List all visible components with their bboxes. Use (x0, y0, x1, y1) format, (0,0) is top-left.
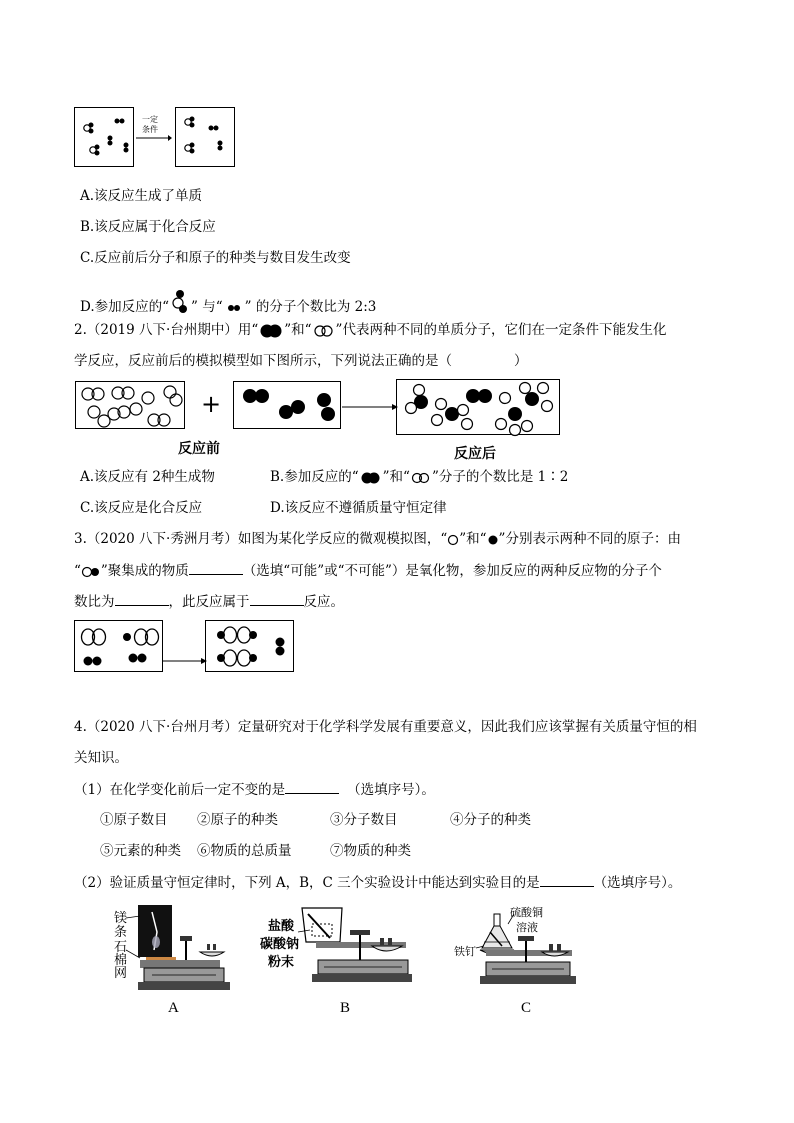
q1-before-molecules (75, 108, 135, 168)
fig-b-label-2: 碳酸钠 (260, 937, 300, 952)
q2-option-a: A.该反应有 2种生成物 (80, 469, 215, 485)
q1-arrow-label-top: 一定 (142, 115, 158, 124)
q2-option-b-mid: ”和“ (382, 469, 410, 485)
q1-option-b: B.该反应属于化合反应 (80, 219, 216, 235)
q3-blank-1[interactable] (189, 560, 243, 575)
q1-option-c: C.反应前后分子和原子的种类与数目发生改变 (80, 250, 351, 266)
q4-item-2: ②原子的种类 (197, 812, 278, 828)
black-pair-molecule-icon (359, 471, 383, 485)
q3-stem-line1-mid: ”和“ (459, 531, 487, 547)
q2-middle-molecules (234, 382, 342, 430)
q4-item-7: ⑦物质的种类 (330, 843, 411, 859)
fig-a-label-3: 石 (114, 939, 128, 954)
q2-stem-line1 (74, 320, 666, 340)
q4-sub1-suffix: （选填序号）。 (347, 782, 435, 798)
q4-item-4: ④分子的种类 (450, 812, 531, 828)
fig-c-label-2: 溶液 (516, 922, 538, 934)
fig-c-label-3: 铁钉 (454, 946, 476, 958)
q1-option-a: A.该反应生成了单质 (80, 188, 203, 204)
fig-a-label-2: 条 (114, 924, 128, 939)
white-pair-molecule-icon (312, 324, 336, 338)
q2-middle-box (233, 381, 341, 429)
q4-sub1-blank[interactable] (285, 779, 339, 794)
q3-stem-line2-prefix: “ (74, 563, 81, 579)
q2-stem-line2-end: ） (514, 353, 528, 369)
fig-b-caption: B (340, 1000, 351, 1016)
q1-after-box (175, 107, 235, 167)
q3-stem-line2 (74, 560, 662, 581)
q4-sub2-prefix: （2）验证质量守恒定律时，下列 A，B，C 三个实验设计中能达到实验目的是 (74, 875, 540, 891)
q3-stem-line3 (74, 591, 344, 612)
q2-before-box (75, 381, 185, 429)
q3-stem-line1-prefix: 3.（2020 八下·秀洲月考）如图为某化学反应的微观模拟图，“ (74, 531, 448, 547)
q4-sub1-prefix: （1）在化学变化前后一定不变的是 (74, 782, 286, 798)
q4-figure-a (112, 902, 232, 1022)
q3-stem-line3-suffix: 反应。 (303, 594, 344, 610)
q2-caption-after: 反应后 (454, 446, 496, 462)
q3-stem-line2-suffix: （选填“可能”或“不可能”）是氧化物，参加反应的两种反应物的分子个 (242, 563, 662, 579)
balance-with-magnesium-icon (112, 902, 232, 1002)
q2-stem-line2-text: 学反应，反应前后的模拟模型如下图所示，下列说法正确的是（ (74, 353, 452, 369)
fig-a-label-5: 网 (114, 965, 128, 980)
q4-sub2-blank[interactable] (540, 872, 594, 887)
balance-with-beaker-icon (254, 902, 414, 1002)
q1-after-molecules (176, 108, 236, 168)
q3-after-box (205, 620, 294, 672)
q1-option-d-prefix: D.参加反应的“ (80, 299, 170, 315)
diatomic-black-molecule-icon (223, 303, 245, 313)
white-pair-molecule-icon (410, 472, 432, 484)
fig-a-caption: A (168, 1000, 179, 1016)
fig-b-label-3: 粉末 (268, 955, 295, 970)
q2-option-d: D.该反应不遵循质量守恒定律 (270, 500, 447, 516)
balance-with-flask-icon (450, 902, 580, 1002)
q3-before-box (74, 620, 163, 672)
arrow-right-icon (136, 114, 172, 144)
q3-after-molecules (206, 621, 295, 673)
q2-plus: + (201, 390, 222, 418)
q2-stem-prefix: 2.（2019 八下·台州期中）用“ (74, 322, 259, 338)
fig-c-label-1: 硫酸铜 (510, 907, 543, 919)
q2-option-c: C.该反应是化合反应 (80, 500, 203, 516)
q4-figure-c (450, 902, 580, 1022)
q4-stem-line2: 关知识。 (74, 750, 128, 766)
q3-stem-line1 (74, 529, 681, 549)
fig-a-label-4: 棉 (114, 952, 128, 967)
q3-stem-line3-mid: ，此反应属于 (168, 594, 250, 610)
q1-arrow-label-bottom: 条件 (142, 125, 158, 134)
q2-option-b-suffix: ”分子的个数比是 1∶2 (431, 469, 569, 485)
q1-before-box (74, 107, 134, 167)
q2-arrow (342, 397, 398, 416)
q3-blank-2[interactable] (115, 591, 169, 606)
q4-item-5: ⑤元素的种类 (100, 843, 181, 859)
q2-after-molecules (397, 380, 561, 436)
triatomic-molecule-icon (169, 289, 191, 317)
q3-stem-line3-prefix: 数比为 (74, 594, 115, 610)
q2-caption-before: 反应前 (178, 441, 220, 457)
q4-stem-line1: 4.（2020 八下·台州月考）定量研究对于化学科学发展有重要意义，因此我们应该掌握有关质量守恒的相 (74, 719, 697, 735)
q1-option-d-mid: ” 与“ (191, 299, 223, 315)
q4-figure-b (254, 902, 414, 1022)
arrow-right-icon (163, 656, 207, 666)
q4-sub2-suffix: （选填序号）。 (593, 875, 682, 891)
fig-c-caption: C (521, 1000, 532, 1016)
q4-item-6: ⑥物质的总质量 (197, 843, 292, 859)
q3-arrow (163, 651, 207, 670)
q1-arrow (136, 114, 172, 144)
q2-stem-suffix: ”代表两种不同的单质分子，它们在一定条件下能发生化 (335, 322, 667, 338)
q4-sub2 (74, 872, 681, 893)
q4-sub1 (74, 779, 435, 800)
q3-before-molecules (75, 621, 164, 673)
q1-option-d (80, 289, 376, 317)
q2-before-molecules (76, 382, 186, 430)
fig-a-label-1: 镁 (114, 910, 128, 925)
white-atom-icon (447, 534, 459, 546)
white-black-molecule-icon (81, 566, 101, 578)
black-atom-icon (487, 534, 499, 546)
q2-option-b (270, 467, 568, 487)
q3-stem-line1-suffix: ”分别表示两种不同的原子：由 (498, 531, 681, 547)
q2-stem-mid: ”和“ (284, 322, 312, 338)
q4-item-3: ③分子数目 (330, 812, 398, 828)
black-pair-molecule-icon (258, 323, 284, 339)
q2-option-b-prefix: B.参加反应的“ (270, 469, 359, 485)
q3-stem-line2-mid: ”聚集成的物质 (100, 563, 189, 579)
q3-blank-3[interactable] (250, 591, 304, 606)
fig-b-label-1: 盐酸 (268, 919, 295, 934)
arrow-right-icon (342, 402, 398, 412)
q4-item-1: ①原子数目 (100, 812, 168, 828)
q1-option-d-suffix: ” 的分子个数比为 2:3 (244, 299, 377, 315)
q2-after-box (396, 379, 560, 435)
q2-stem-line2 (74, 351, 528, 371)
